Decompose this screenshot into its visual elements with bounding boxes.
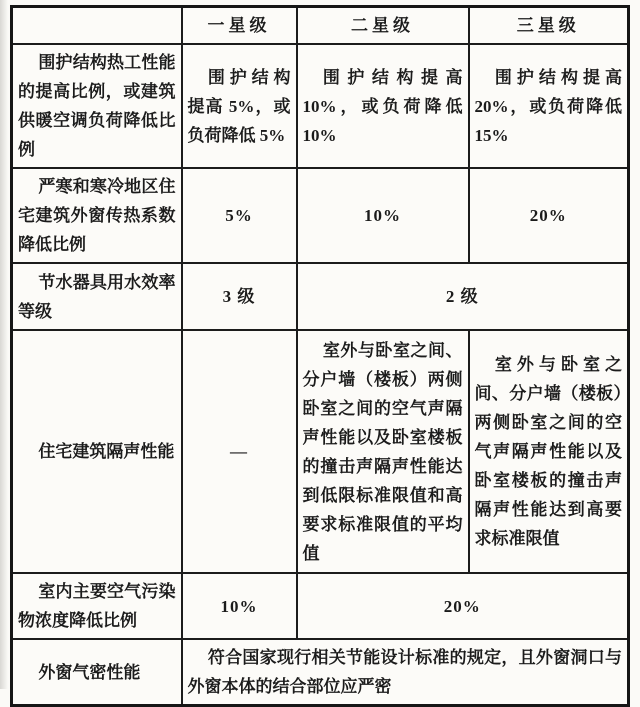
envelope-star3: 围护结构提高 20%，或负荷降低 15% [469,44,629,168]
window-heat-transfer-star3: 20% [469,168,629,263]
envelope-star1: 围护结构提高 5%，或负荷降低 5% [182,44,297,168]
scan-edge-shading [0,0,8,689]
sound-insulation-star3: 室外与卧室之间、分户墙（楼板）两侧卧室之间的空气声隔声性能以及卧室楼板的撞击声隔声性能达到高要求标准限值 [469,330,629,573]
row-window-airtightness [12,639,629,706]
envelope-star2: 围护结构提高 10%，或负荷降低 10% [297,44,469,168]
window-airtightness-requirement: 符合国家现行相关节能设计标准的规定，且外窗洞口与外窗本体的结合部位应严密 [182,639,629,706]
air-pollutant-star1: 10% [182,573,297,639]
sound-insulation-star2: 室外与卧室之间、分户墙（楼板）两侧卧室之间的空气声隔声性能以及卧室楼板的撞击声隔声性能达到低限标准限值和高要求标准限值的平均值 [297,330,469,573]
window-heat-transfer-star1: 5% [182,168,297,263]
sound-insulation-label: 住宅建筑隔声性能 [12,330,182,573]
envelope-label: 围护结构热工性能的提高比例，或建筑供暖空调负荷降低比例 [12,44,182,168]
sound-insulation-star1: — [182,330,297,573]
header-star2: 二星级 [297,7,469,45]
air-pollutant-star2-3: 20% [297,573,629,639]
star-rating-requirements-table [10,5,630,707]
water-efficiency-label: 节水器具用水效率等级 [12,263,182,330]
window-airtightness-label: 外窗气密性能 [12,639,182,706]
water-efficiency-star1: 3 级 [182,263,297,330]
window-heat-transfer-label: 严寒和寒冷地区住宅建筑外窗传热系数降低比例 [12,168,182,263]
header-star3: 三星级 [469,7,629,45]
air-pollutant-label: 室内主要空气污染物浓度降低比例 [12,573,182,639]
water-efficiency-star2-3: 2 级 [297,263,629,330]
row-water-efficiency [12,263,629,330]
row-sound-insulation [12,330,629,573]
header-row [12,7,629,45]
window-heat-transfer-star2: 10% [297,168,469,263]
row-air-pollutant [12,573,629,639]
row-window-heat-transfer [12,168,629,263]
row-envelope [12,44,629,168]
header-star1: 一星级 [182,7,297,45]
header-corner-cell [12,7,182,45]
